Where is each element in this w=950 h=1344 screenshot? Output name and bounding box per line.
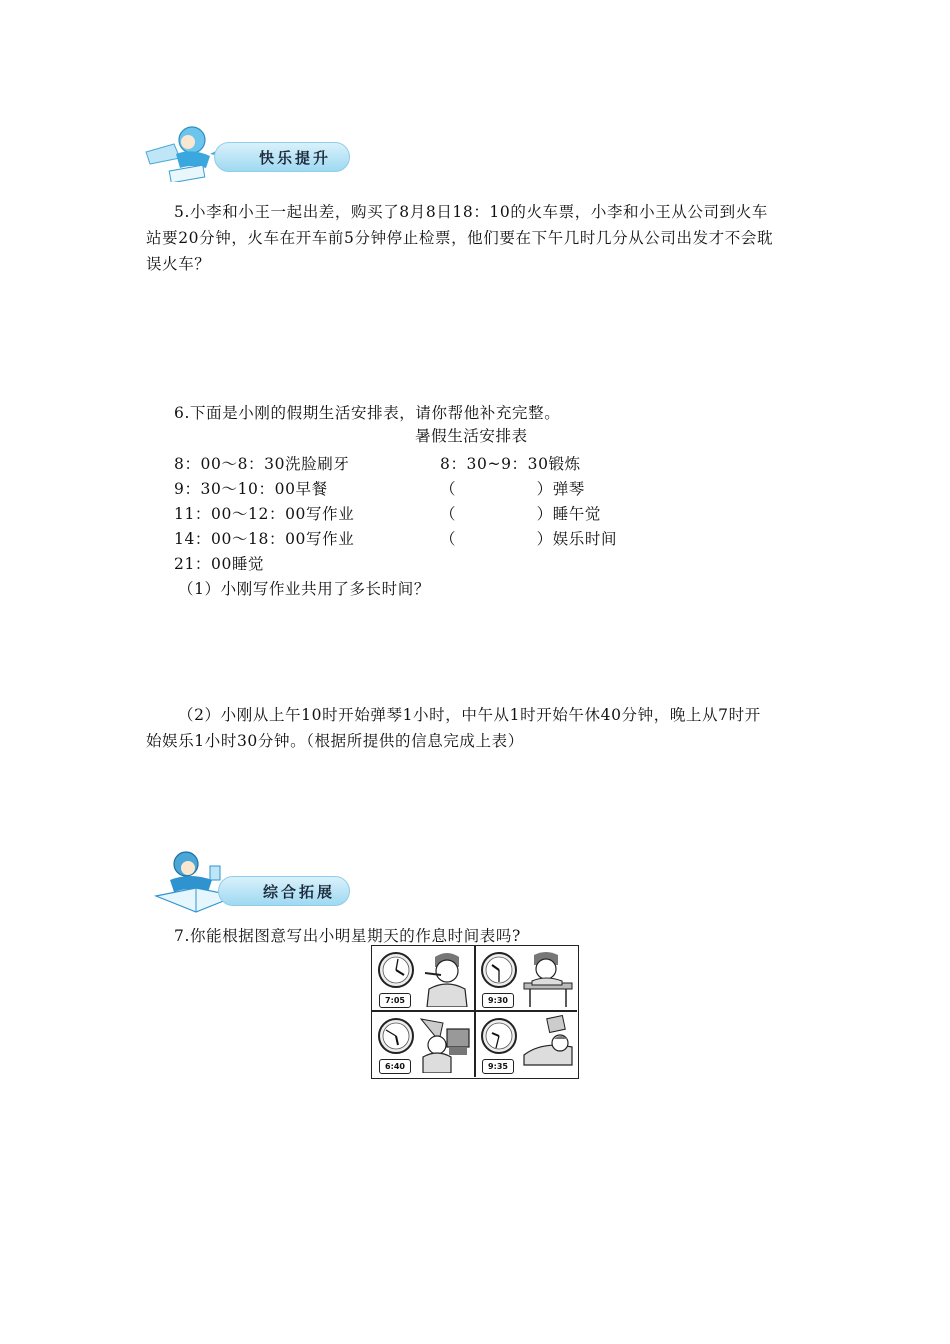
section-title: 综合拓展: [218, 876, 350, 906]
picture-panel: [476, 947, 576, 1011]
picture-panel: [476, 1013, 576, 1077]
clock-icon: [377, 1017, 415, 1055]
schedule-right-0: 8：30~9：30锻炼: [440, 455, 581, 473]
schedule-table-title: 暑假生活安排表: [415, 427, 528, 445]
clock-time-label: 9:35: [482, 1059, 514, 1074]
question-6-sub-1: （1）小刚写作业共用了多长时间？: [178, 580, 430, 598]
question-5-line-1: 5.小李和小王一起出差，购买了8月8日18：10的火车票，小李和小王从公司到火车: [174, 203, 768, 221]
clock-time-label: 9:30: [482, 993, 514, 1008]
picture-panel: [373, 947, 473, 1011]
question-5-line-2: 站要20分钟，火车在开车前5分钟停止检票，他们要在下午几时几分从公司出发才不会耽: [146, 229, 774, 247]
question-5-line-3: 误火车？: [146, 255, 211, 273]
section-banner-kuaile: [140, 124, 350, 182]
boy-studying-icon: [522, 949, 574, 1007]
clock-time-label: 6:40: [379, 1059, 411, 1074]
question-5: [174, 199, 814, 225]
schedule-left-0: 8：00～8：30洗脸刷牙: [174, 455, 350, 473]
schedule-right-1[interactable]: （ ）弹琴: [440, 480, 585, 498]
section-banner-zonghe: [150, 846, 350, 918]
schedule-left-2: 11：00～12：00写作业: [174, 505, 355, 523]
schedule-left-4: 21：00睡觉: [174, 555, 265, 573]
clock-time-label: 7:05: [379, 993, 411, 1008]
boy-watching-tv-icon: [417, 1015, 471, 1073]
schedule-left-3: 14：00～18：00写作业: [174, 530, 355, 548]
picture-panel: [373, 1013, 473, 1077]
question-6-intro: 6.下面是小刚的假期生活安排表，请你帮他补充完整。: [174, 404, 561, 422]
question-6-sub-2-line-2: 始娱乐1小时30分钟。（根据所提供的信息完成上表）: [146, 732, 524, 750]
schedule-right-3[interactable]: （ ）娱乐时间: [440, 530, 618, 548]
boy-brushing-teeth-icon: [421, 949, 471, 1007]
schedule-picture-grid: [371, 945, 579, 1079]
question-6-sub-2-line-1: （2）小刚从上午10时开始弹琴1小时，中午从1时开始午休40分钟，晚上从7时开: [178, 706, 761, 724]
question-7-text: 7.你能根据图意写出小明星期天的作息时间表吗?: [174, 927, 521, 945]
schedule-right-2[interactable]: （ ）睡午觉: [440, 505, 602, 523]
clock-icon: [480, 951, 518, 989]
clock-icon: [480, 1017, 518, 1055]
clock-icon: [377, 951, 415, 989]
schedule-left-1: 9：30～10：00早餐: [174, 480, 328, 498]
question-5-line-2-wrap: [146, 225, 826, 277]
boy-sleeping-icon: [522, 1015, 574, 1073]
section-title: 快乐提升: [214, 142, 350, 172]
